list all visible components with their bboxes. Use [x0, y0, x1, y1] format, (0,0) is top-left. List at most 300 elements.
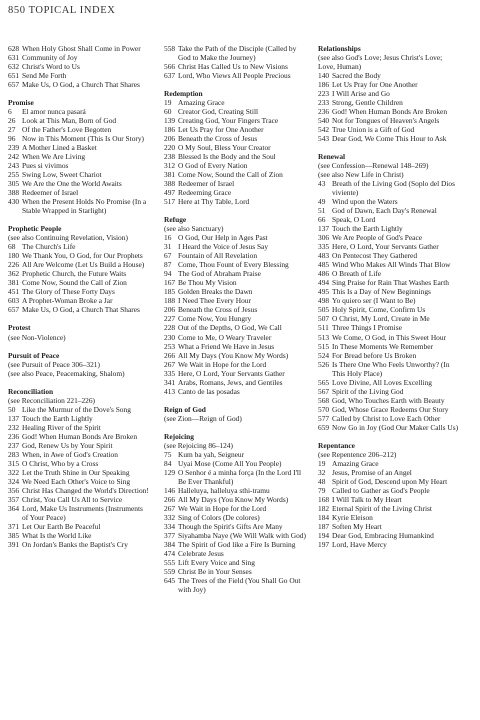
hymn-number: 16 [164, 233, 172, 243]
hymn-title: God! When Human Bonds Are Broken [332, 107, 448, 117]
hymn-title: Prophetic Church, the Future Waits [22, 269, 127, 279]
hymn-title: Celebrate Jesus [178, 548, 224, 558]
hymn-number: 67 [164, 251, 172, 261]
hymn-number: 140 [318, 71, 330, 81]
hymn-number: 315 [8, 458, 20, 468]
hymn-title: Speak, O Lord [332, 215, 376, 225]
hymn-entry [164, 188, 306, 197]
hymn-number: 186 [164, 125, 176, 135]
hymn-title: Arabs, Romans, Jews, and Gentiles [178, 377, 283, 387]
see-also-reference: (see Repentence 206–212) [318, 449, 397, 459]
hymn-number: 430 [8, 197, 20, 207]
hymn-title: Let the Truth Shine in Our Speaking [22, 467, 130, 477]
hymn-number: 27 [8, 125, 16, 135]
hymn-entry [164, 296, 306, 305]
hymn-number: 645 [164, 575, 176, 585]
spacer [164, 396, 306, 405]
hymn-entry [8, 432, 150, 441]
hymn-entry [8, 161, 150, 170]
hymn-title: Lord, Make Us Instruments (Instruments of Your Peace) [22, 503, 143, 522]
hymn-entry [164, 486, 306, 495]
hymn-title: Spirit of God, Descend upon My Heart [332, 476, 448, 486]
hymn-number: 659 [318, 422, 330, 432]
hymn-entry [318, 387, 460, 396]
hymn-title: Soften My Heart [332, 521, 382, 531]
hymn-entry [164, 197, 306, 206]
hymn-number: 657 [8, 305, 20, 315]
hymn-title: Make Us, O God, a Church That Shares [22, 305, 140, 315]
hymn-number: 186 [318, 80, 330, 90]
hymn-entry [318, 215, 460, 224]
hymn-title: We Need Each Other's Voice to Sing [22, 476, 131, 486]
hymn-number: 230 [164, 332, 176, 342]
hymn-number: 206 [164, 305, 176, 315]
hymn-entry [318, 242, 460, 251]
hymn-number: 388 [8, 188, 20, 198]
hymn-entry [318, 513, 460, 522]
hymn-title: I Will Arise and Go [332, 89, 390, 99]
hymn-number: 565 [318, 377, 330, 387]
hymn-number: 43 [318, 179, 326, 189]
hymn-entry [164, 531, 306, 540]
hymn-title: Creating God, Your Fingers Trace [178, 116, 279, 126]
hymn-number: 559 [164, 566, 176, 576]
hymn-entry [164, 161, 306, 170]
hymn-entry [164, 98, 306, 107]
hymn-number: 451 [8, 287, 20, 297]
hymn-entry [318, 296, 460, 305]
hymn-entry [8, 287, 150, 296]
hymn-number: 197 [318, 539, 330, 549]
hymn-number: 391 [8, 539, 20, 549]
hymn-entry [8, 170, 150, 179]
hymn-title: What Is the World Like [22, 530, 92, 540]
hymn-entry [164, 170, 306, 179]
hymn-number: 238 [164, 152, 176, 162]
hymn-entry [164, 351, 306, 360]
hymn-number: 137 [8, 413, 20, 423]
hymn-number: 657 [8, 80, 20, 90]
hymn-entry [164, 143, 306, 152]
hymn-title: Here at Thy Table, Lord [178, 197, 250, 207]
hymn-title: Golden Breaks the Dawn [178, 287, 253, 297]
index-column-2 [164, 44, 306, 594]
hymn-entry [8, 134, 150, 143]
spacer [8, 314, 150, 323]
hymn-entry [318, 206, 460, 215]
hymn-entry [164, 522, 306, 531]
hymn-entry [8, 296, 150, 305]
hymn-entry [164, 260, 306, 269]
hymn-entry [8, 531, 150, 540]
topic-heading: Reconciliation [8, 386, 54, 396]
hymn-title: When Holy Ghost Shall Come in Power [22, 44, 141, 53]
hymn-entry [164, 179, 306, 188]
hymn-title: O God, Our Help in Ages Past [178, 233, 268, 243]
hymn-title: Love Divine, All Loves Excelling [332, 377, 432, 387]
hymn-entry [318, 396, 460, 405]
hymn-entry [164, 233, 306, 242]
hymn-entry [318, 269, 460, 278]
hymn-entry [164, 513, 306, 522]
hymn-number: 226 [8, 260, 20, 270]
hymn-title: Beneath the Cross of Jesus [178, 305, 258, 315]
hymn-title: Like the Murmur of the Dove's Song [22, 404, 131, 414]
hymn-entry [8, 80, 150, 89]
hymn-number: 324 [8, 476, 20, 486]
hymn-entry [8, 197, 150, 215]
hymn-number: 494 [318, 278, 330, 288]
hymn-number: 495 [318, 287, 330, 297]
hymn-number: 511 [318, 323, 329, 333]
hymn-title: Lord, Have Mercy [332, 539, 387, 549]
spacer [8, 89, 150, 98]
hymn-entry [8, 522, 150, 531]
hymn-entry [8, 414, 150, 423]
hymn-title: Make Us, O God, a Church That Shares [22, 80, 140, 90]
hymn-title: Jesus, Promise of an Angel [332, 467, 412, 477]
hymn-entry [164, 567, 306, 576]
topic-heading: Reign of God [164, 404, 206, 414]
hymn-title: Sing Praise for Rain That Washes Earth [332, 278, 449, 288]
hymn-number: 266 [164, 494, 176, 504]
hymn-entry [164, 278, 306, 287]
hymn-number: 168 [318, 494, 330, 504]
hymn-title: O God of Every Nation [178, 161, 248, 171]
hymn-entry [164, 323, 306, 332]
hymn-entry [318, 98, 460, 107]
hymn-title: We Thank You, O God, for Our Prophets [22, 251, 143, 261]
hymn-title: Send Me Forth [22, 71, 67, 81]
hymn-entry [318, 342, 460, 351]
hymn-number: 6 [8, 107, 12, 117]
hymn-entry [164, 71, 306, 80]
hymn-title: Lift Every Voice and Sing [178, 557, 255, 567]
hymn-entry [318, 477, 460, 486]
hymn-entry [318, 495, 460, 504]
hymn-number: 371 [8, 521, 20, 531]
hymn-title: The God of Abraham Praise [178, 269, 261, 279]
hymn-number: 185 [164, 287, 176, 297]
hymn-entry [318, 486, 460, 495]
hymn-title: The Spirit of God like a Fire Is Burning [178, 539, 296, 549]
hymn-number: 137 [318, 224, 330, 234]
see-also-reference: (see Confession—Renewal 148–269) [318, 161, 429, 171]
hymn-number: 94 [164, 269, 172, 279]
see-also-reference: (see Reconciliation 221–226) [8, 395, 96, 405]
spacer [8, 378, 150, 387]
hymn-number: 555 [164, 557, 176, 567]
hymn-number: 49 [318, 197, 326, 207]
hymn-number: 524 [318, 350, 330, 360]
index-column-1 [8, 44, 150, 549]
hymn-entry [318, 287, 460, 296]
hymn-title: Redeeming Grace [178, 188, 232, 198]
hymn-title: God of Dawn, Each Day's Renewal [332, 206, 437, 216]
hymn-entry [8, 251, 150, 260]
hymn-title: Christ's Word to Us [22, 62, 80, 72]
hymn-entry [8, 405, 150, 414]
hymn-number: 517 [164, 197, 176, 207]
hymn-title: All Are Welcome (Let Us Build a House) [22, 260, 145, 270]
see-also-reference: (see Zion—Reign of God) [164, 413, 242, 423]
hymn-entry [164, 540, 306, 549]
hymn-entry [8, 468, 150, 477]
hymn-title: Amazing Grace [332, 458, 379, 468]
hymn-number: 50 [8, 404, 16, 414]
index-column-3 [318, 44, 460, 549]
hymn-entry [318, 80, 460, 89]
page-header: 850 TOPICAL INDEX [8, 5, 116, 16]
hymn-number: 233 [318, 98, 330, 108]
hymn-number: 68 [8, 242, 16, 252]
hymn-title: God, Whose Grace Redeems Our Story [332, 404, 449, 414]
hymn-title: Redeemer of Israel [22, 188, 79, 198]
hymn-entry [318, 468, 460, 477]
hymn-title: Of the Father's Love Begotten [22, 125, 112, 135]
hymn-number: 637 [164, 71, 176, 81]
hymn-title: Blessed Is the Body and the Soul [178, 152, 276, 162]
hymn-title: We Come, O God, in This Sweet Hour [332, 332, 447, 342]
hymn-entry [164, 62, 306, 71]
hymn-number: 237 [8, 440, 20, 450]
hymn-entry [318, 260, 460, 269]
hymn-entry [318, 116, 460, 125]
hymn-number: 543 [318, 134, 330, 144]
hymn-number: 32 [318, 467, 326, 477]
hymn-number: 227 [164, 314, 176, 324]
hymn-number: 497 [164, 188, 176, 198]
hymn-entry [318, 233, 460, 242]
hymn-title: The Church's Life [22, 242, 76, 252]
hymn-entry [318, 378, 460, 387]
hymn-number: 483 [318, 251, 330, 261]
hymn-entry [164, 558, 306, 567]
hymn-title: All My Days (You Know My Words) [178, 494, 289, 504]
hymn-entry [318, 197, 460, 206]
hymn-title: Be Thou My Vision [178, 278, 237, 288]
hymn-number: 26 [8, 116, 16, 126]
hymn-entry [8, 143, 150, 152]
hymn-title: God, Renew Us by Your Spirit [22, 440, 113, 450]
hymn-entry [318, 89, 460, 98]
hymn-number: 51 [318, 206, 326, 216]
hymn-title: Spirit of the Living God [332, 386, 404, 396]
hymn-entry [8, 179, 150, 188]
hymn-number: 566 [164, 62, 176, 72]
hymn-entry [318, 278, 460, 287]
hymn-number: 223 [318, 89, 330, 99]
hymn-entry [164, 305, 306, 314]
hymn-title: Is There One Who Feels Unworthy? (In This Holy Place) [332, 359, 450, 378]
hymn-title: Called by Christ to Love Each Other [332, 413, 441, 423]
hymn-title: Creator God, Creating Still [178, 107, 259, 117]
hymn-title: The Trees of the Field (You Shall Go Out with Joy) [178, 575, 301, 594]
hymn-entry [164, 242, 306, 251]
hymn-entry [318, 71, 460, 80]
hymn-title: Christ Has Called Us to New Visions [178, 62, 288, 72]
hymn-entry [8, 62, 150, 71]
hymn-entry [8, 260, 150, 269]
hymn-title: Christ, You Call Us All to Service [22, 494, 123, 504]
hymn-number: 232 [8, 422, 20, 432]
hymn-entry [8, 305, 150, 314]
hymn-entry [318, 224, 460, 233]
hymn-title: Healing River of the Spirit [22, 422, 101, 432]
hymn-number: 628 [8, 44, 20, 53]
hymn-number: 485 [318, 260, 330, 270]
hymn-entry [164, 116, 306, 125]
hymn-entry [318, 423, 460, 432]
hymn-entry [318, 107, 460, 116]
hymn-title: O Christ, Who by a Cross [22, 458, 99, 468]
hymn-number: 239 [8, 143, 20, 153]
hymn-number: 413 [164, 386, 176, 396]
hymn-number: 220 [164, 143, 176, 153]
hymn-entry [164, 369, 306, 378]
hymn-title: In These Moments We Remember [332, 341, 433, 351]
hymn-entry [164, 314, 306, 323]
hymn-title: Christ Be in Your Senses [178, 566, 252, 576]
hymn-title: All My Days (You Know My Words) [178, 350, 289, 360]
hymn-title: We Are People of God's Peace [332, 233, 423, 243]
see-also-reference: (see also Peace, Peacemaking, Shalom) [8, 368, 125, 378]
spacer [164, 423, 306, 432]
hymn-entry [164, 387, 306, 396]
hymn-number: 180 [8, 251, 20, 261]
hymn-title: Touch the Earth Lightly [332, 224, 403, 234]
hymn-entry [318, 405, 460, 414]
hymn-entry [164, 450, 306, 459]
see-also-reference: (see also Sanctuary) [164, 224, 224, 234]
hymn-number: 362 [8, 269, 20, 279]
hymn-title: Though the Spirit's Gifts Are Many [178, 521, 283, 531]
hymn-number: 146 [164, 485, 176, 495]
hymn-entry [8, 477, 150, 486]
hymn-entry [164, 107, 306, 116]
hymn-number: 66 [318, 215, 326, 225]
hymn-entry [318, 540, 460, 549]
see-also-reference: (see also Continuing Revelation, Vision) [8, 233, 128, 243]
spacer [164, 80, 306, 89]
hymn-entry [318, 125, 460, 134]
hymn-title: Fountain of All Revelation [178, 251, 258, 261]
hymn-number: 335 [318, 242, 330, 252]
hymn-number: 87 [164, 260, 172, 270]
hymn-entry [318, 531, 460, 540]
hymn-number: 332 [164, 512, 176, 522]
hymn-number: 384 [164, 539, 176, 549]
hymn-title: Siyahamba Naye (We Will Walk with God) [178, 530, 306, 540]
hymn-number: 357 [8, 494, 20, 504]
hymn-title: When, in Awe of God's Creation [22, 449, 118, 459]
hymn-title: The Glory of These Forty Days [22, 287, 115, 297]
hymn-number: 474 [164, 548, 176, 558]
topic-heading: Relationships [318, 44, 361, 53]
hymn-entry [318, 333, 460, 342]
hymn-entry [318, 360, 460, 378]
hymn-number: 334 [164, 521, 176, 531]
hymn-title: O Senhor é a minha força (In the Lord I'll Be Ever Thankful) [178, 467, 302, 486]
hymn-entry [8, 495, 150, 504]
hymn-number: 253 [164, 341, 176, 351]
hymn-entry [8, 459, 150, 468]
hymn-title: Come to Me, O Weary Traveler [178, 332, 272, 342]
hymn-number: 486 [318, 269, 330, 279]
hymn-title: Amazing Grace [178, 98, 225, 108]
spacer [318, 432, 460, 441]
hymn-entry [164, 360, 306, 369]
hymn-title: Swing Low, Sweet Chariot [22, 170, 102, 180]
hymn-title: Halleluya, halleluya sthi-tramu [178, 485, 270, 495]
hymn-title: True Union is a Gift of God [332, 125, 415, 135]
hymn-entry [8, 450, 150, 459]
hymn-entry [8, 278, 150, 287]
hymn-entry [318, 134, 460, 143]
topic-heading: Refuge [164, 215, 187, 225]
hymn-entry [164, 495, 306, 504]
hymn-number: 305 [8, 179, 20, 189]
hymn-entry [164, 269, 306, 278]
hymn-number: 236 [8, 431, 20, 441]
hymn-title: Community of Joy [22, 53, 78, 63]
spacer [8, 215, 150, 224]
hymn-number: 567 [318, 386, 330, 396]
topic-heading: Pursuit of Peace [8, 350, 60, 360]
hymn-entry [8, 125, 150, 134]
hymn-title: Pues si vivimos [22, 161, 69, 171]
hymn-entry [318, 179, 460, 197]
hymn-title: I Will Talk to My Heart [332, 494, 402, 504]
hymn-entry [8, 242, 150, 251]
hymn-title: Yo quiero ser (I Want to Be) [332, 296, 416, 306]
hymn-title: Canto de las posadas [178, 386, 240, 396]
hymn-entry [8, 441, 150, 450]
hymn-title: Redeemer of Israel [178, 179, 235, 189]
spacer [164, 206, 306, 215]
hymn-title: Let Us Pray for One Another [178, 125, 264, 135]
hymn-number: 631 [8, 53, 20, 63]
hymn-number: 267 [164, 503, 176, 513]
hymn-number: 96 [8, 134, 16, 144]
hymn-title: Three Things I Promise [332, 323, 402, 333]
hymn-number: 167 [164, 278, 176, 288]
hymn-number: 206 [164, 134, 176, 144]
hymn-number: 542 [318, 125, 330, 135]
hymn-title: Strong, Gentle Children [332, 98, 403, 108]
hymn-entry [318, 504, 460, 513]
hymn-number: 182 [318, 503, 330, 513]
hymn-number: 243 [8, 161, 20, 171]
hymn-entry [164, 287, 306, 296]
hymn-number: 577 [318, 413, 330, 423]
hymn-number: 187 [318, 521, 330, 531]
hymn-title: Kum ba yah, Seigneur [178, 449, 245, 459]
hymn-number: 385 [8, 530, 20, 540]
hymn-entry [8, 116, 150, 125]
hymn-entry [318, 251, 460, 260]
hymn-title: Dear God, We Come This Hour to Ask [332, 134, 447, 144]
hymn-number: 184 [318, 512, 330, 522]
hymn-number: 194 [318, 530, 330, 540]
hymn-entry [164, 152, 306, 161]
hymn-number: 31 [164, 242, 172, 252]
hymn-title: Come Now, Sound the Call of Zion [22, 278, 127, 288]
hymn-number: 526 [318, 359, 330, 369]
hymn-number: 236 [318, 107, 330, 117]
hymn-entry [8, 540, 150, 549]
hymn-title: What a Friend We Have in Jesus [178, 341, 275, 351]
